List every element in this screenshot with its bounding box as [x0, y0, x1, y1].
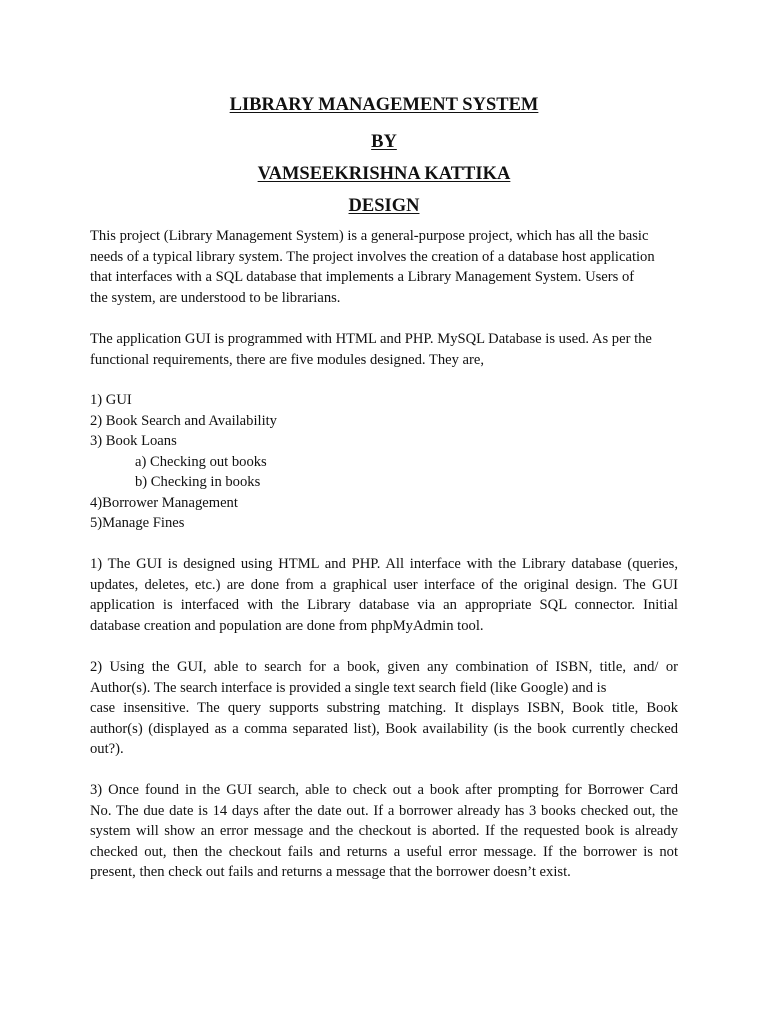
paragraph-line: No. The due date is 14 days after the date out. If a borrower already has 3 books checked out, the: [90, 802, 678, 819]
paragraph-line: needs of a typical library system. The project involves the creation of a database host application: [90, 248, 655, 265]
paragraph-line: The application GUI is programmed with HTML and PHP. MySQL Database is used. As per the: [90, 331, 652, 347]
paragraph-line: that interfaces with a SQL database that implements a Library Management System. Users of: [90, 269, 635, 285]
paragraph-line: functional requirements, there are five modules designed. They are,: [90, 351, 485, 368]
paragraph-line: case insensitive. The query supports substring matching. It displays ISBN, Book title, Book: [90, 700, 678, 716]
list-item: 1) GUI: [90, 392, 132, 408]
paragraph-line: database creation and population are done from phpMyAdmin tool.: [90, 617, 484, 634]
gui-paragraph: [90, 329, 678, 370]
paragraph-line: the system, are understood to be librarians.: [90, 289, 341, 306]
list-subitem: a) Checking out books: [135, 453, 267, 470]
modules-list: [90, 390, 678, 534]
paragraph-line: author(s) (displayed as a comma separated list), Book availability (is the book currently checked: [90, 720, 678, 737]
list-subitem: b) Checking in books: [135, 474, 261, 490]
list-item: 2) Book Search and Availability: [90, 412, 277, 429]
book-loans-paragraph: [90, 780, 678, 883]
document-title: LIBRARY MANAGEMENT SYSTEM: [229, 95, 539, 115]
paragraph-line: Author(s). The search interface is provided a single text search field (like Google) and is: [90, 679, 607, 696]
paragraph-line: system will show an error message and the checkout is aborted. If the requested book is already: [90, 823, 678, 839]
list-item: 3) Book Loans: [90, 433, 177, 449]
gui-design-paragraph: [90, 554, 678, 636]
paragraph-line: 1) The GUI is designed using HTML and PHP. All interface with the Library database (queries,: [90, 556, 678, 572]
paragraph-line: application is interfaced with the Library database via an appropriate SQL connector. Initial: [90, 597, 678, 613]
paragraph-line: out?).: [90, 741, 124, 757]
paragraph-line: 3) Once found in the GUI search, able to check out a book after prompting for Borrower Card: [90, 782, 678, 798]
author-name: VAMSEEKRISHNA KATTIKA: [257, 164, 511, 184]
list-item: 4)Borrower Management: [90, 494, 238, 511]
book-search-paragraph: [90, 657, 678, 760]
section-heading: DESIGN: [348, 196, 420, 216]
paragraph-line: checked out, then the checkout fails and returns a useful error message. If the borrower is not: [90, 843, 678, 860]
paragraph-line: present, then check out fails and returns a message that the borrower doesn’t exist.: [90, 864, 571, 880]
intro-paragraph: [90, 226, 678, 308]
list-item: 5)Manage Fines: [90, 515, 185, 531]
paragraph-line: This project (Library Management System) is a general-purpose project, which has all the basic: [90, 228, 649, 244]
by-heading: BY: [371, 132, 397, 152]
paragraph-line: 2) Using the GUI, able to search for a book, given any combination of ISBN, title, and/ or: [90, 659, 678, 675]
paragraph-line: updates, deletes, etc.) are done from a graphical user interface of the original design. The GUI: [90, 576, 678, 593]
